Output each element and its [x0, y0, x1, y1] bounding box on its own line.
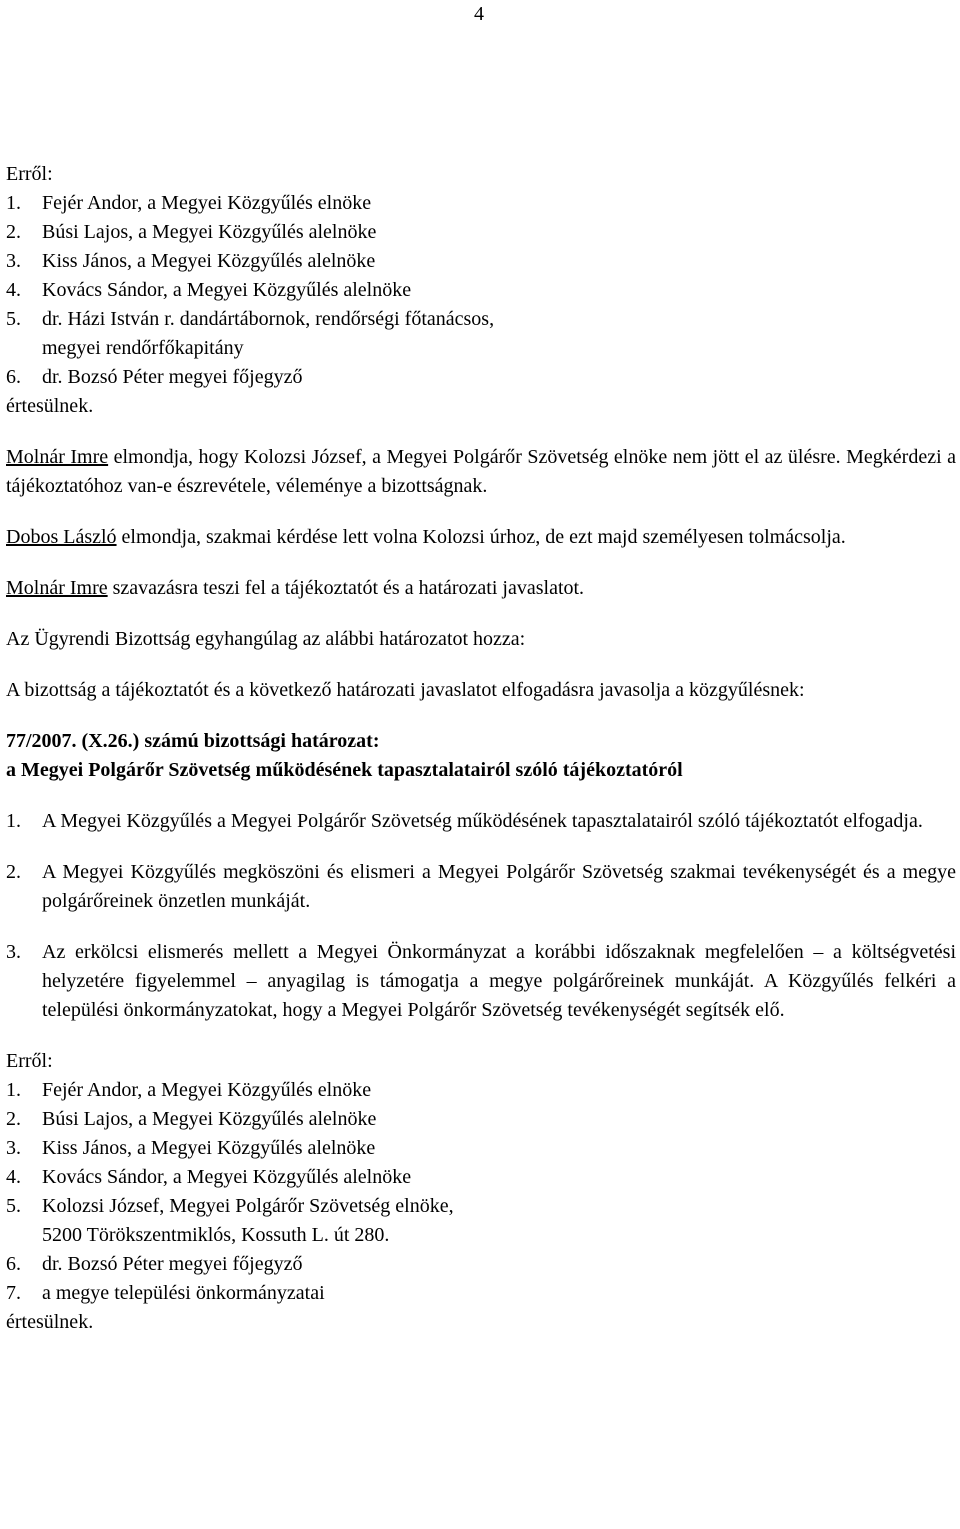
speaker-name: Dobos László	[6, 526, 117, 548]
recipients-list-2	[6, 1047, 956, 1337]
recipient-item: 3. Kiss János, a Megyei Közgyűlés alelnöke	[6, 250, 376, 272]
resolution-point: 3. Az erkölcsi elismerés mellett a Megyei Önkormányzat a korábbi időszaknak megfelelően – a költségvetési helyzetére figyelemmel – anyagilag is támogatja a megye polgárőreinek munkáját. A Közgyűlés felkéri a települési önkormányzatokat, hogy a Megyei Polgárőr Szövetség tevékenységét segítsék elő.	[6, 941, 956, 1021]
recipient-item: 4. Kovács Sándor, a Megyei Közgyűlés alelnöke	[6, 1166, 412, 1188]
recipient-item: 6. dr. Bozsó Péter megyei főjegyző	[6, 1253, 303, 1275]
recipient-item: 6. dr. Bozsó Péter megyei főjegyző	[6, 366, 303, 388]
page-number: 4	[474, 3, 484, 25]
recipient-item: 4. Kovács Sándor, a Megyei Közgyűlés alelnöke	[6, 279, 412, 301]
recipients-heading: Erről:	[6, 163, 53, 185]
recipient-item: 5. dr. Házi István r. dandártábornok, rendőrségi főtanácsos, megyei rendőrfőkapitány	[6, 308, 495, 359]
recipient-item: 3. Kiss János, a Megyei Közgyűlés alelnöke	[6, 1137, 376, 1159]
recipients-closing: értesülnek.	[6, 1311, 94, 1333]
recipients-closing: értesülnek.	[6, 395, 94, 417]
speaker-name: Molnár Imre	[6, 577, 108, 599]
recipient-item: 1. Fejér Andor, a Megyei Közgyűlés elnöke	[6, 192, 372, 214]
speaker-name: Molnár Imre	[6, 446, 109, 468]
recipient-item: 2. Búsi Lajos, a Megyei Közgyűlés alelnöke	[6, 1108, 377, 1130]
paragraph-recommendation: A bizottság a tájékoztatót és a következő határozati javaslatot elfogadásra javasolja a közgyűlésnek:	[6, 679, 805, 701]
resolution-subject: a Megyei Polgárőr Szövetség működésének tapasztalatairól szóló tájékoztatóról	[6, 759, 683, 781]
recipients-list-1	[6, 160, 956, 421]
recipient-item: 5. Kolozsi József, Megyei Polgárőr Szövetség elnöke, 5200 Törökszentmiklós, Kossuth L. út 280.	[6, 1195, 454, 1246]
document-body	[6, 160, 956, 1337]
paragraph-molnar-1: Molnár Imre elmondja, hogy Kolozsi József, a Megyei Polgárőr Szövetség elnöke nem jött el az ülésre. Megkérdezi a tájékoztatóhoz van-e észrevétele, véleménye a bizottságnak.	[6, 446, 956, 497]
recipients-heading: Erről:	[6, 1050, 53, 1072]
resolution-point: 1. A Megyei Közgyűlés a Megyei Polgárőr Szövetség működésének tapasztalatairól szóló tájékoztatót elfogadja.	[6, 810, 923, 832]
resolution-point: 2. A Megyei Közgyűlés megköszöni és elismeri a Megyei Polgárőr Szövetség szakmai tevékenységét és a megye polgárőreinek önzetlen munkáját.	[6, 861, 956, 912]
recipient-item: 2. Búsi Lajos, a Megyei Közgyűlés alelnöke	[6, 221, 377, 243]
recipient-item: 7. a megye települési önkormányzatai	[6, 1282, 325, 1304]
paragraph-molnar-2: Molnár Imre szavazásra teszi fel a tájékoztatót és a határozati javaslatot.	[6, 577, 585, 599]
paragraph-dobos: Dobos László elmondja, szakmai kérdése lett volna Kolozsi úrhoz, de ezt majd személyesen tolmácsolja.	[6, 526, 846, 548]
recipient-item: 1. Fejér Andor, a Megyei Közgyűlés elnöke	[6, 1079, 372, 1101]
paragraph-decision-intro: Az Ügyrendi Bizottság egyhangúlag az alábbi határozatot hozza:	[6, 628, 526, 650]
resolution-number: 77/2007. (X.26.) számú bizottsági határozat:	[6, 730, 380, 752]
